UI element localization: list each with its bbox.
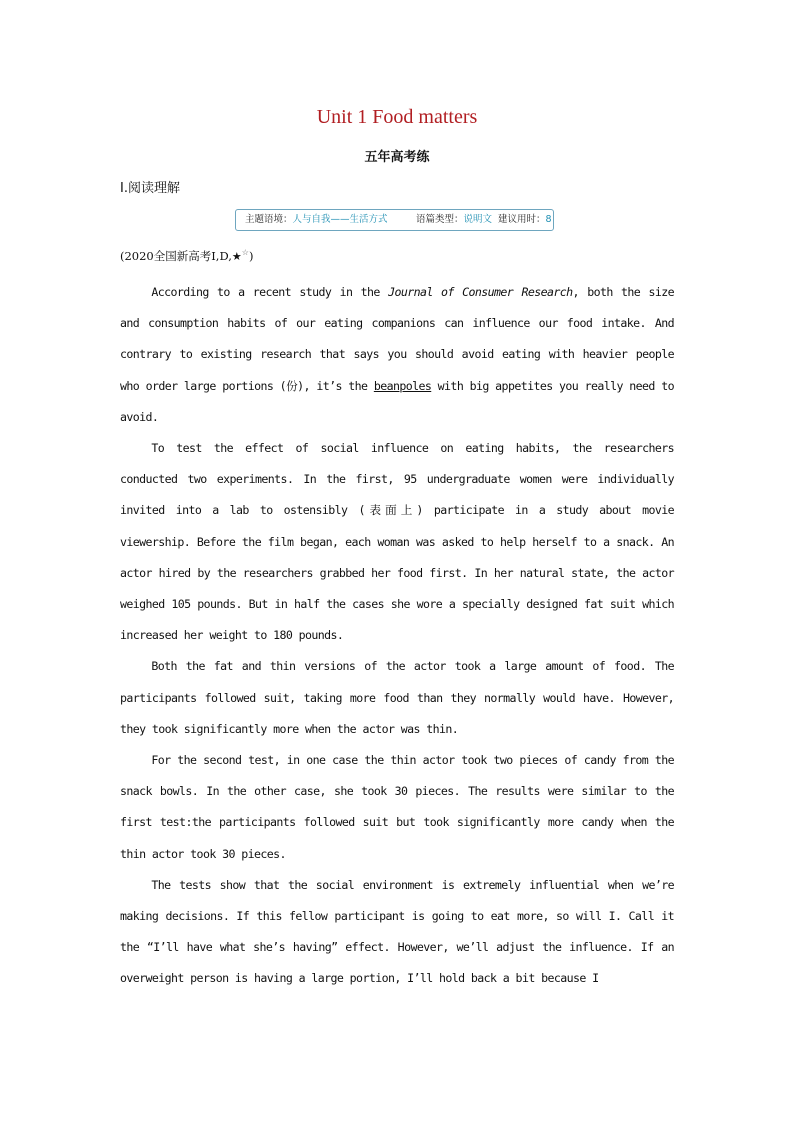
journal-title: Journal of Consumer Research: [388, 285, 573, 299]
paragraph: For the second test, in one case the thin actor took two pieces of candy from the snack bowls. In the other case, she took 30 pieces. The results were similar to the first test:the participants followed suit but took significantly more candy when the thin actor took 30 pieces.: [120, 753, 674, 861]
difficulty-star-icon: ★: [231, 250, 242, 263]
theme-label: 主题语境：: [245, 214, 293, 225]
theme-value: 人与自我——生活方式: [292, 214, 388, 225]
section-heading: Ⅰ.阅读理解: [120, 181, 180, 196]
paragraph: Both the fat and thin versions of the actor took a large amount of food. The participants followed suit, taking more food than they normally would have. However, they took significantly more when the actor was thin.: [120, 659, 674, 736]
underlined-word: beanpoles: [373, 378, 432, 393]
section-subtitle: 五年高考练: [364, 150, 430, 165]
theme-group: [245, 210, 388, 230]
question-source: [120, 248, 253, 264]
paragraph: [120, 277, 674, 433]
paragraph-text: According to a recent study in the: [151, 285, 389, 299]
genre-label: 语篇类型：: [416, 214, 464, 225]
paragraph-text: , both the size and consumption habits of our eating companions can influence our food intake. And contrary to existing research that says you should avoid eating with heavier people who order large portions (份), it’s the: [120, 285, 674, 393]
time-value: 8: [545, 214, 552, 225]
paragraph-text: with big appetites you really need to avoid.: [120, 378, 674, 424]
source-prefix: (2020全国新高考Ⅰ,D,: [120, 249, 232, 263]
difficulty-star-outline-icon: ☆: [241, 248, 249, 258]
time-group: [498, 210, 552, 230]
genre-value: 说明文: [463, 214, 493, 225]
unit-title: Unit 1 Food matters: [316, 106, 478, 128]
paragraph: To test the effect of social influence on eating habits, the researchers conducted two experiments. In the first, 95 undergraduate women were individually invited into a lab to ostensibly (表面上) participate in a study about movie viewership. Before the film began, each woman was asked to help herself to a snack. An actor hired by the researchers grabbed her food first. In her natural state, the actor weighed 105 pounds. But in half the cases she wore a specially designed fat suit which increased her weight to 180 pounds.: [120, 441, 674, 643]
genre-group: [416, 210, 492, 230]
info-box: [235, 209, 554, 231]
source-suffix: ): [248, 249, 254, 263]
time-label: 建议用时：: [498, 214, 546, 225]
passage-body: [120, 277, 674, 995]
paragraph: The tests show that the social environment is extremely influential when we’re making decisions. If this fellow participant is going to eat more, so will I. Call it the “I’ll have what she’s having” effect. However, we’ll adjust the influence. If an overweight person is having a large portion, I’ll hold back a bit because I: [120, 877, 674, 986]
